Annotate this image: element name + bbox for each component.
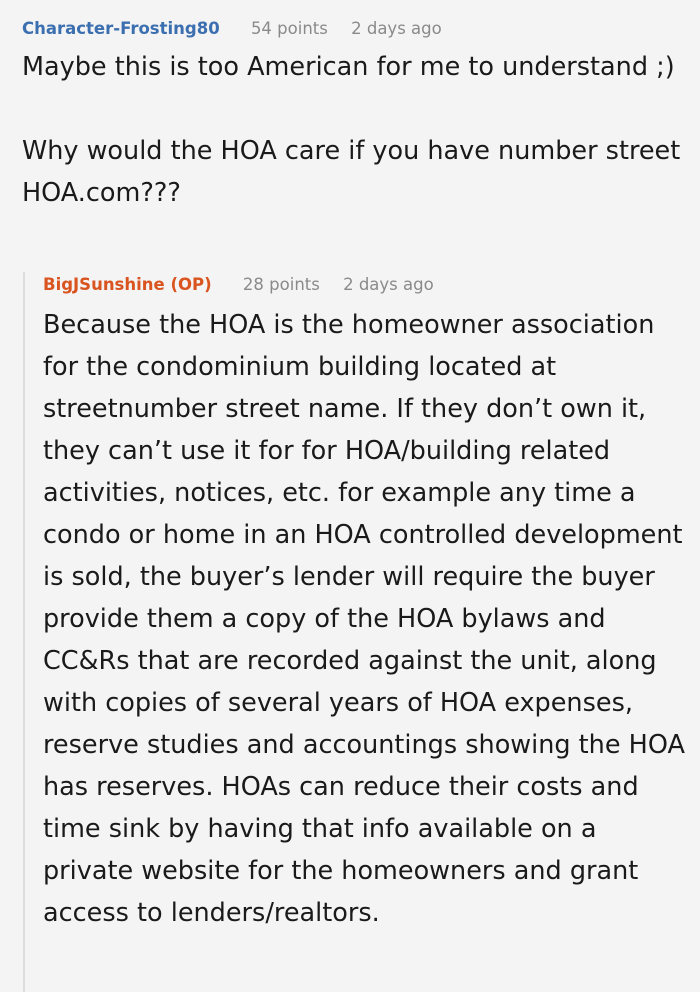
comment-timestamp[interactable]: 2 days ago [351,19,442,38]
thread-line[interactable] [23,272,25,992]
comment-paragraph: Maybe this is too American for me to understand ;) [22,52,675,82]
comment-timestamp[interactable]: 2 days ago [343,275,434,294]
comment-body [22,46,682,214]
top-comment [22,18,682,214]
comment-meta [22,18,682,40]
reply-comment [43,274,688,934]
comment-paragraph: Because the HOA is the homeowner association for the condominium building located at streetnumber street name. If they don’t own it, they can’t use it for for HOA/building related activities, notices, etc. for example any time a condo or home in an HOA controlled development is sold, the buyer’s lender will require the buyer provide them a copy of the HOA bylaws and CC&Rs that are recorded against the unit, along with copies of several years of HOA expenses, reserve studies and accountings showing the HOA has reserves. HOAs can reduce their costs and time sink by having that info available on a private website for the homeowners and grant access to lenders/realtors. [43,310,685,928]
comment-body [43,304,688,934]
comment-author[interactable]: Character-Frosting80 [22,19,220,38]
comment-paragraph: Why would the HOA care if you have number street HOA.com??? [22,136,681,208]
comment-meta [43,274,688,296]
comment-points: 28 points [242,275,320,294]
comment-author[interactable]: BigJSunshine (OP) [43,275,212,294]
comment-points: 54 points [250,19,328,38]
